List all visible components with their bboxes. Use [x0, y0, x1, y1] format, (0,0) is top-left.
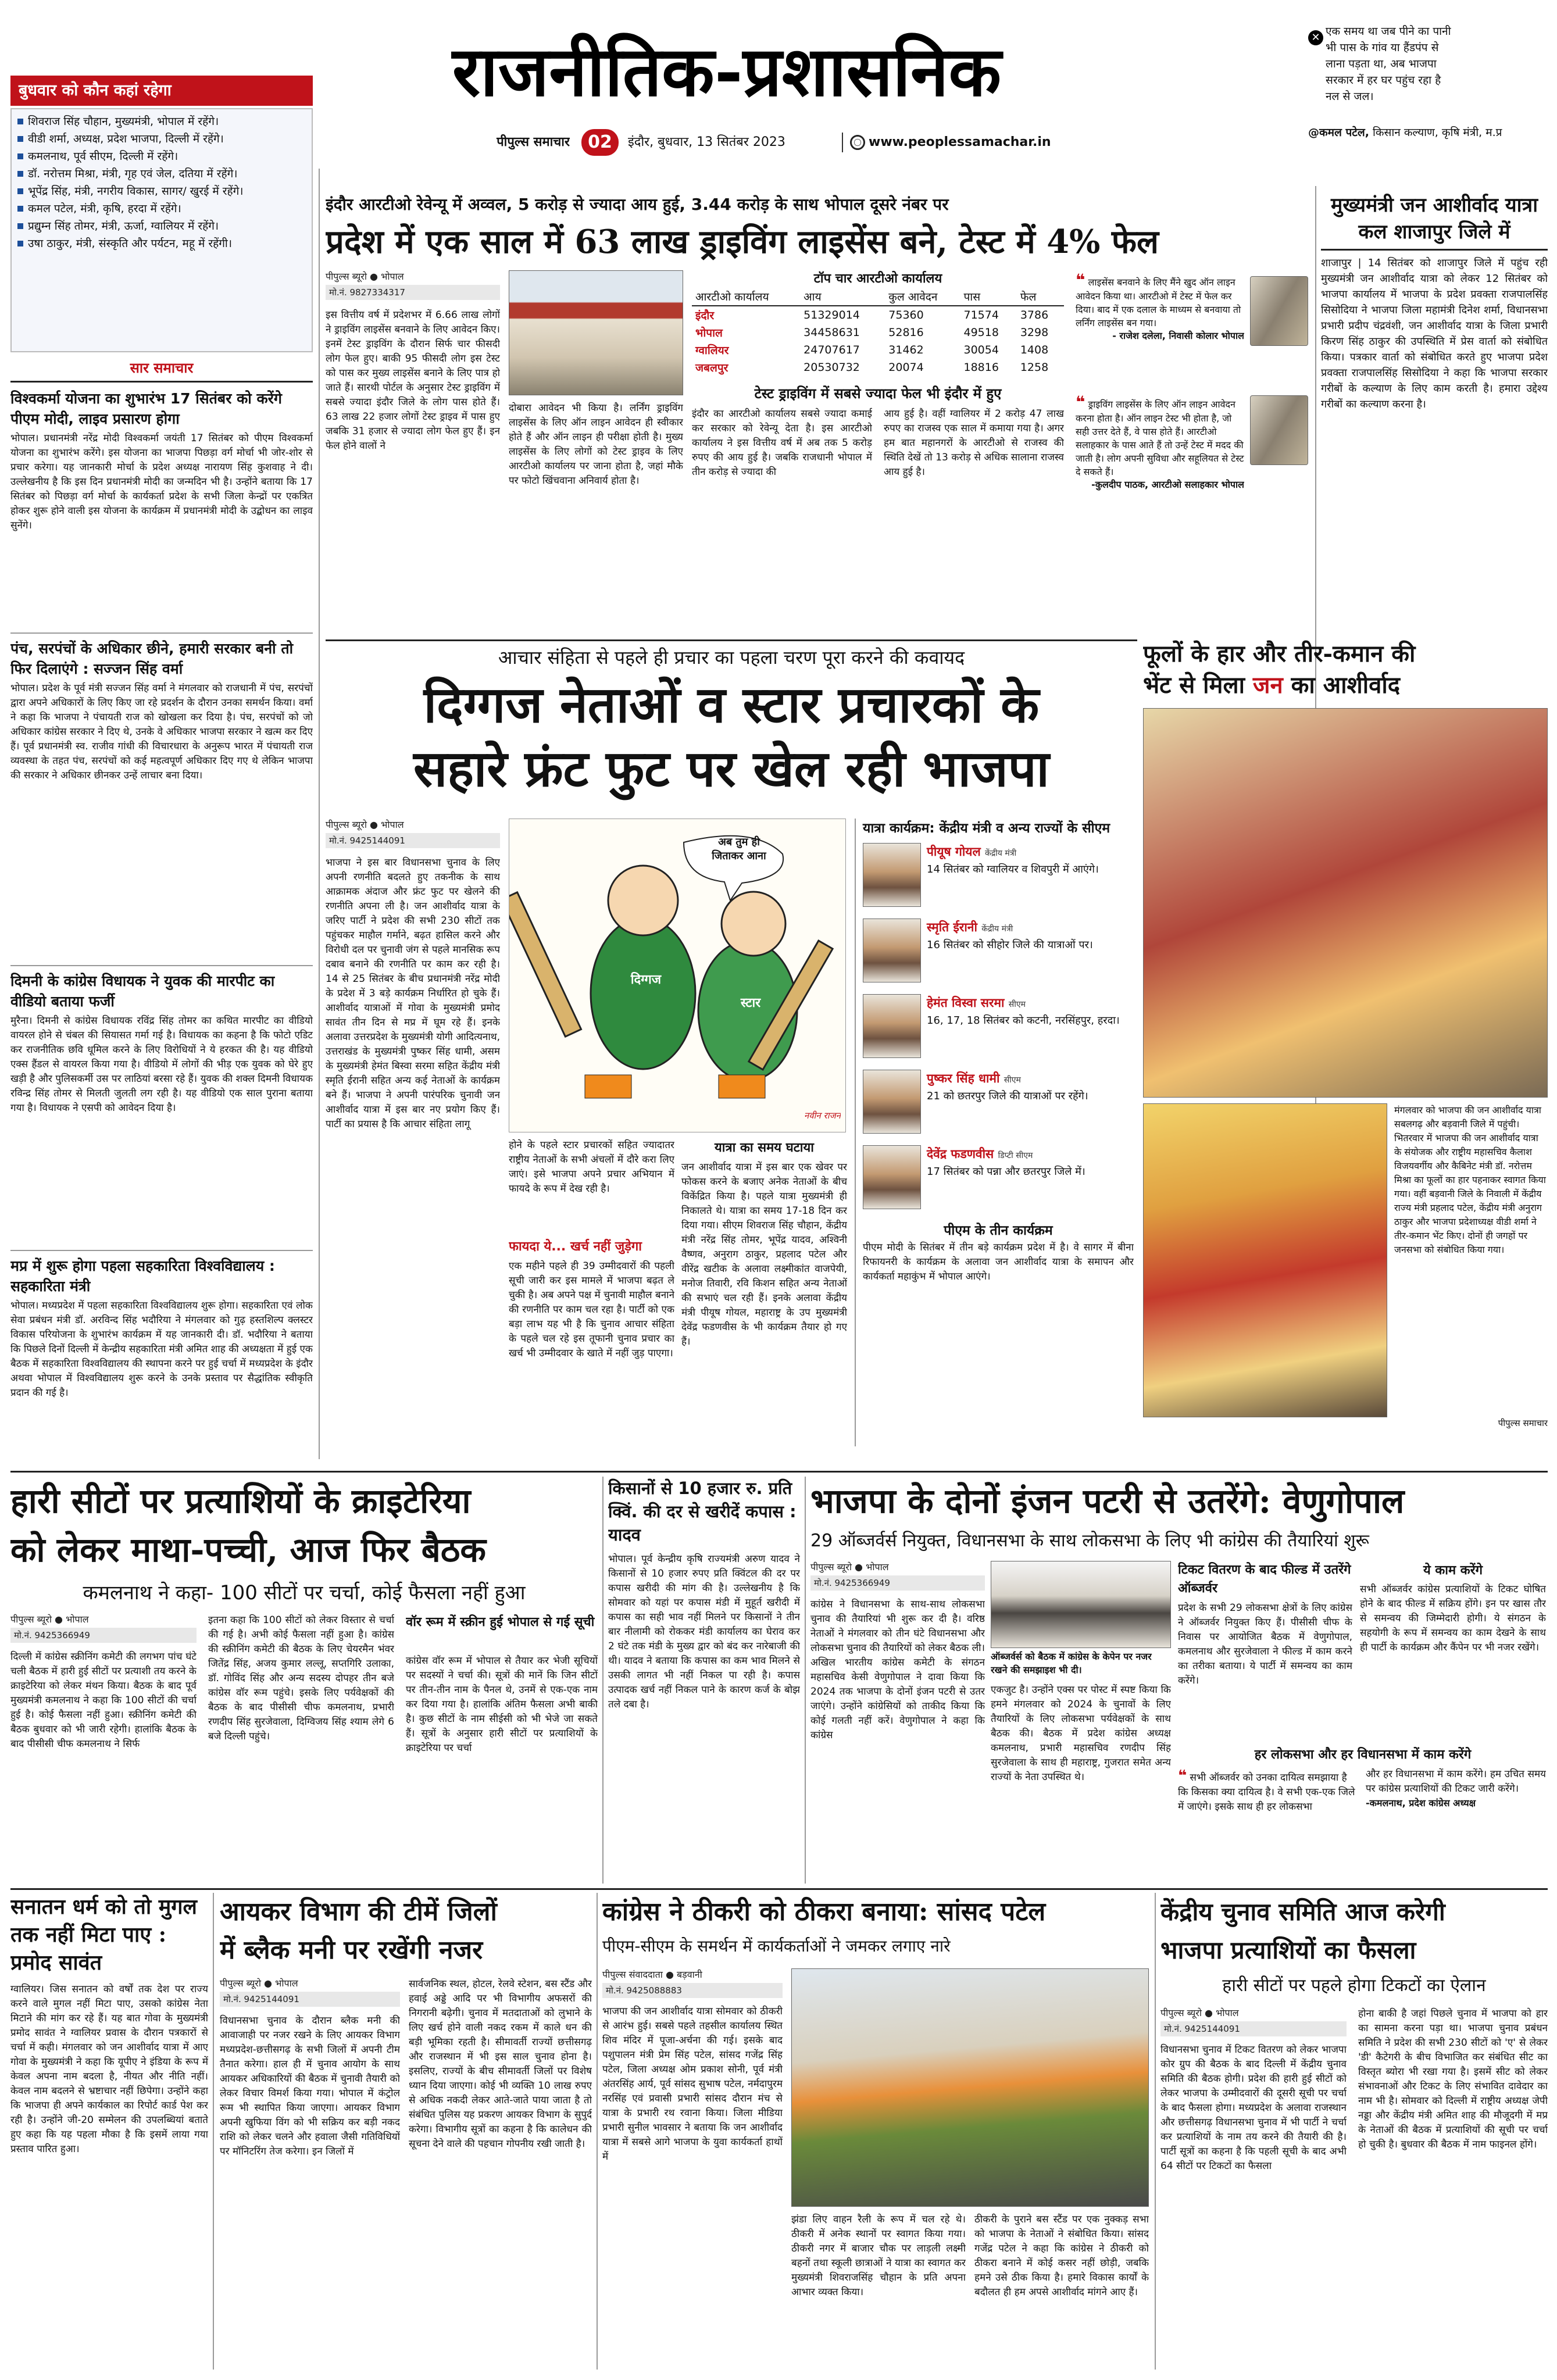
jan-photo-feature [1143, 638, 1548, 1441]
table-cell: 49518 [963, 326, 999, 339]
person-name: देवेंद्र फडणवीस डिप्टी सीएम [927, 1147, 1033, 1161]
table-cell: इंदौर [695, 309, 715, 322]
tax-headline-1: आयकर विभाग की टीमें जिलों [220, 1897, 497, 1927]
bjp-sub2: फायदा ये... खर्च नहीं जुड़ेगा [509, 1239, 642, 1254]
table-cell: भोपाल [695, 327, 723, 340]
byline-mobile: मो.नं. 9425088883 [602, 1983, 783, 1998]
venu-photo-caption: ऑब्जर्वर्स को बैठक में कांग्रेस के केपेन पर नजर रखने की समझाइश भी दी। [991, 1651, 1152, 1675]
bullet-icon [17, 136, 23, 142]
thikri-col2: झंडा लिए वाहन रैली के रूप में चल रहे थे। ठीकरी में अनेक स्थानों पर स्वागत किया गया। ठीकरी नगर में बाजार चौक पर लाड़ली लक्ष्मी बहनों तथा स्कूली छात्राओं ने यात्रा का स्वागत कर मुख्यमंत्री शिवराजसिंह चौहान के प्रति अपना आभार व्यक्त किया। [791, 2214, 966, 2298]
brief-dimni [10, 965, 313, 1244]
where-item-text: भूपेंद्र सिंह, मंत्री, नगरीय विकास, सागर/ खुरई में रहेंगे। [28, 185, 244, 198]
congress-headline-2: को लेकर माथा-पच्ची, आज फिर बैठक [10, 1530, 486, 1570]
table-header: आय [804, 291, 822, 303]
byline-text: पीपुल्स ब्यूरो ● भोपाल [326, 271, 404, 282]
jan-caption: मंगलवार को भाजपा की जन आशीर्वाद यात्रा सबलगढ़ और बड़वानी जिले में पहुंची। भितरवार में भाजपा की जन आशीर्वाद यात्रा के संयोजक और राष्ट्रीय महासचिव कैलाश विजयवर्गीय और कैबिनेट मंत्री डॉ. नरोत्तम मिश्रा का फूलों का हार पहनाकर स्वागत किया गया। वहीं बड़वानी जिले के निवाली में केंद्रीय राज्य मंत्री प्रहलाद पटेल, केंद्रीय मंत्री अनुराग ठाकुर और भाजपा प्रदेशाध्यक्ष वीडी शर्मा ने तीर-कमान भेंट किए। दोनों ही जगहों पर जनसभा को संबोधित किया गया। [1394, 1105, 1546, 1255]
venu-col1: कांग्रेस ने विधानसभा के साथ-साथ लोकसभा चुनाव की तैयारियां भी शुरू कर दी है। वरिष्ठ नेताओं ने मंगलवार को तीन घंटे विधानसभा और लोकसभा चुनाव की तैयारियों को लेकर बैठक ली। अखिल भारतीय कांग्रेस कमेटी के संगठन महासचिव केसी वेणुगोपाल ने दावा किया कि 2024 तक भाजपा के दोनों इंजन पटरी से उतर जाएंगे। उन्होंने कांग्रेसियों को ताकीद किया कि कोई गलती नहीं करें। वेणुगोपाल ने कहा कि कांग्रेस [810, 1599, 985, 1741]
bjp-headline-2: सहारे फ्रंट फुट पर खेल रही भाजपा [413, 739, 1049, 798]
thikri-col3: ठीकरी के पुराने बस स्टैंड पर एक नुक्कड़ सभा को भाजपा के नेताओं ने संबोधित किया। सांसद गजेंद्र पटेल ने कहा कि कांग्रेस ने ठीकरी को ठीकरा बनाने में कोई कसर नहीं छोड़ी, जबकि हमने उसे ठीक किया है। हमारे विकास कार्यों के बदौलत ही हम अपसे आशीर्वाद मांगने आए हैं। [974, 2214, 1149, 2298]
cartoon-label-1: दिग्गज [630, 973, 662, 987]
person-card [863, 1070, 1134, 1138]
thikri-byline [602, 1968, 783, 2000]
where-item-text: प्रद्युम्न सिंह तोमर, मंत्री, ऊर्जा, ग्वालियर में रहेंगे। [28, 220, 219, 233]
table-cell: 75360 [888, 309, 924, 321]
section-rule [10, 1888, 1548, 1890]
quote-text: सभी ऑब्जर्वर को उनका दायित्व समझाया है कि किसका क्या दायित्व है। वे सभी एक-एक जिले में जाएंगे। इसके साथ ही हर लोकसभा [1178, 1772, 1355, 1813]
saar-title: सार समाचार [10, 353, 313, 383]
where-item [16, 130, 307, 148]
rally-photo-1 [1143, 708, 1548, 1098]
person-name: पुष्कर सिंह धामी सीएम [927, 1071, 1021, 1085]
person-card [863, 919, 1134, 987]
quote-text: और हर विधानसभा में काम करेंगे। हम उचित समय पर कांग्रेस प्रत्याशियों की टिकट जारी करेंगे। [1366, 1768, 1546, 1795]
section-rule [10, 1471, 1548, 1473]
person-schedule: 14 सितंबर को ग्वालियर व शिवपुरी में आएंगे। [927, 863, 1099, 875]
quote-mark-icon: ❝ [1178, 1767, 1187, 1785]
person-name: स्मृति ईरानी केंद्रीय मंत्री [927, 920, 1013, 934]
venu-headline: भाजपा के दोनों इंजन पटरी से उतरेंगे: वेणुगोपाल [810, 1481, 1405, 1521]
title-highlight: जन [1252, 671, 1283, 699]
divider [597, 1893, 598, 2370]
byline-mobile: मो.नं. 9425144091 [220, 1992, 400, 2007]
where-item [16, 217, 307, 235]
cartoon-bubble-text: अब तुम ही जिताकर आना [712, 836, 766, 862]
byline-mobile: मो.नं. 9827334317 [326, 285, 500, 300]
brief-vishwakarma [10, 388, 313, 627]
rto-table-box [692, 270, 1064, 378]
venu-col5 [1178, 1767, 1358, 1881]
people-list [863, 843, 1134, 1214]
quote1-photo [1250, 276, 1308, 346]
table-cell: जबलपुर [695, 362, 728, 374]
person-schedule: 16 सितंबर को सीहोर जिले की यात्राओं पर। [927, 939, 1093, 951]
table-header: कुल आवेदन [888, 291, 938, 303]
sidebar-divider [319, 169, 320, 1459]
congress-byline [10, 1613, 197, 1645]
where-item-text: कमलनाथ, पूर्व सीएम, दिल्ली में रहेंगे। [28, 150, 178, 163]
congress-headline-1: हारी सीटों पर प्रत्याशियों के क्राइटेरिया [10, 1481, 471, 1521]
byline-text: पीपुल्स संवाददाता ● बड़वानी [602, 1969, 702, 1980]
bullet-icon [17, 119, 23, 124]
table-row [692, 306, 1064, 324]
quote-by: - राजेश दलेला, निवासी कोलार भोपाल [1112, 330, 1244, 341]
person-info [927, 843, 1134, 912]
where-item [16, 200, 307, 217]
author-handle: @कमल पटेल, [1308, 126, 1369, 139]
venu-deck: 29 ऑब्जर्वर्स नियुक्त, विधानसभा के साथ लोकसभा के लिए भी कांग्रेस की तैयारियां शुरू [810, 1531, 1369, 1551]
brief-title: दिमनी के कांग्रेस विधायक ने युवक की मारपीट का वीडियो बताया फर्जी [10, 973, 275, 1010]
where-item-text: कमल पटेल, मंत्री, कृषि, हरदा में रहेंगे। [28, 202, 181, 215]
thikri-deck: पीएम-सीएम के समर्थन में कार्यकर्ताओं ने जमकर लगाए नारे [602, 1936, 951, 1956]
table-row [692, 359, 1064, 376]
table-cell: 3298 [1020, 326, 1049, 339]
cartoon [509, 819, 846, 1132]
where-item [16, 113, 307, 130]
where-item-text: शिवराज सिंह चौहान, मुख्यमंत्री, भोपाल में रहेंगे। [28, 115, 219, 128]
table-cell: 52816 [888, 326, 924, 339]
table-cell: 34458631 [804, 326, 860, 339]
where-title: बुधवार को कौन कहां रहेगा [10, 76, 313, 106]
cec-headline-1: केंद्रीय चुनाव समिति आज करेगी [1160, 1897, 1445, 1926]
brief-title: विश्वकर्मा योजना का शुभारंभ 17 सितंबर को करेंगे पीएम मोदी, लाइव प्रसारण होगा [10, 390, 282, 427]
sidebar [10, 76, 313, 1465]
person-role: डिप्टी सीएम [998, 1151, 1033, 1160]
thikri-headline: कांग्रेस ने ठीकरी को ठीकरा बनाया: सांसद पटेल [602, 1897, 1046, 1927]
thikri-story [602, 1893, 1149, 2370]
bullet-icon [17, 223, 23, 229]
person-photo [863, 994, 921, 1058]
person-role: सीएम [1004, 1075, 1021, 1085]
rto-office-photo [509, 270, 683, 395]
photo-title-line1: फूलों के हार और तीर-कमान की [1143, 640, 1416, 667]
divider [602, 1477, 603, 1884]
sanatan-story [10, 1893, 208, 2370]
table-cell: ग्वालियर [695, 344, 729, 357]
bjp-kicker: आचार संहिता से पहले ही प्रचार का पहला चरण पूरा करने की कवायद [498, 646, 965, 669]
rto-quote1 [1076, 270, 1244, 387]
divider [213, 1893, 214, 2370]
where-list [10, 108, 313, 352]
author-designation: किसान कल्याण, कृषि मंत्री, म.प्र [1372, 126, 1502, 139]
rto-col2: दोबारा आवेदन भी किया है। लर्निंग ड्राइविंग लाइसेंस के लिए ऑन लाइन आवेदन ही स्वीकार होते हैं और ऑन लाइन ही परीक्षा होती है। मुख्य लाइसेंस के लिए लोगों को टेस्ट ड्राइव के लिए आरटीओ कार्यालय पर जाना होता है, जहां मौके पर फोटो खिंचवाना अनिवार्य होता है। [509, 402, 683, 487]
cec-headline-2: भाजपा प्रत्याशियों का फैसला [1160, 1936, 1416, 1964]
person-info [927, 994, 1134, 1063]
tax-headline-2: में ब्लैक मनी पर रखेंगी नजर [220, 1935, 483, 1965]
rto-table [692, 288, 1064, 376]
rto-quote2 [1076, 392, 1244, 514]
tweet-author [1308, 125, 1547, 171]
quote-mark-icon: ❝ [1076, 392, 1085, 412]
table-row [692, 341, 1064, 359]
section-rule [326, 639, 1137, 641]
cec-byline [1160, 2007, 1347, 2038]
rto-col3: इंदौर का आरटीओ कार्यालय सबसे ज्यादा कमाई कर सरकार को रेवेन्यू देता है। इस आरटीओ कार्यालय ने इस वित्तीय वर्ष में अब तक 5 करोड़ रुपए की आय हुई है। जबकि राजधानी भोपाल में तीन करोड़ से ज्यादा की [692, 408, 872, 478]
rto-subhead: टेस्ट ड्राइविंग में सबसे ज्यादा फेल भी इंदौर में हुए [754, 385, 1002, 402]
brief-title: पंच, सरपंचों के अधिकार छीने, हमारी सरकार बनी तो फिर दिलाएंगे : सज्जन सिंह वर्मा [10, 640, 294, 677]
brief-body: भोपाल। मध्यप्रदेश में पहला सहकारिता विश्वविद्यालय शुरू होगा। सहकारिता एवं लोक सेवा प्रबंधन मंत्री डॉ. अरविन्द सिंह भदौरिया ने मंगलवार को गुढ़ हस्तशिल्प क्लस्टर विकास परियोजना के शुभारंभ कार्यक्रम में यह जानकारी दी। डॉ. भदौरिया ने बताया कि पिछले दिनों दिल्ली में केन्द्रीय सहकारिता मंत्री अमित शाह की अध्यक्षता में हुई एक बैठक में सहकारिता विश्वविद्यालय की स्थापना करने पर हुई चर्चा में मध्यप्रदेश के इंदौर अथवा भोपाल में विश्वविद्यालय शुरू करने के उनके प्रस्ताव पर सैद्धांतिक स्वीकृति प्रदान की गई है। [10, 1300, 313, 1399]
table-row [692, 324, 1064, 341]
sanatan-headline: सनातन धर्म को तो मुगल तक नहीं मिटा पाए : प्रमोद सावंत [10, 1895, 197, 1975]
yatra-box [855, 819, 1134, 1446]
bjp-col2: होने के पहले स्टार प्रचारकों सहित ज्यादातर राष्ट्रीय नेताओं के सभी अंचलों में दौरे करा लिए जाएं। इसे भाजपा अपने प्रचार अभियान में फायदे के रूप में देख रही है। [509, 1139, 674, 1195]
table-cell: 18816 [963, 361, 999, 374]
quote-by: -कुलदीप पाठक, आरटीओ सलाहकार भोपाल [1091, 479, 1244, 490]
yatra-title: यात्रा कार्यक्रम: केंद्रीय मंत्री व अन्य राज्यों के सीएम [863, 821, 1110, 836]
where-item [16, 183, 307, 200]
person-card [863, 843, 1134, 912]
byline-text: पीपुल्स ब्यूरो ● भोपाल [1160, 2007, 1239, 2018]
quote-by: -कमलनाथ, प्रदेश कांग्रेस अध्यक्ष [1366, 1797, 1476, 1809]
divider [1155, 1893, 1156, 2370]
byline-text: पीपुल्स ब्यूरो ● भोपाल [810, 1561, 889, 1573]
pm-title: पीएम के तीन कार्यक्रम [944, 1223, 1053, 1238]
byline-text: पीपुल्स ब्यूरो ● भोपाल [10, 1614, 89, 1625]
cec-deck: हारी सीटों पर पहले होगा टिकटों का ऐलान [1222, 1975, 1486, 1996]
masthead-title: राजनीतिक-प्रशासनिक [452, 31, 1002, 112]
venu-sub1: टिकट वितरण के बाद फील्ड में उतरेंगे ऑब्जर्वर [1178, 1563, 1351, 1596]
venu-story [810, 1477, 1548, 1884]
where-item [16, 148, 307, 165]
bjp-col1: भाजपा ने इस बार विधानसभा चुनाव के लिए अपनी रणनीति बदलते हुए तकनीक के साथ आक्रामक अंदाज और फ्रंट फुट पर खेलने की रणनीति अपना ली है। जन आशीर्वाद यात्रा के जरिए पार्टी ने प्रदेश की सभी 230 सीटों तक पहुंचकर माहौल गर्माने, बढ़त हासिल करने और विरोधी दल पर चुनावी जंग से पहले मानसिक रूप दबाव बनाने की रणनीति पर काम कर रही है। 14 से 25 सितंबर के बीच प्रधानमंत्री नरेंद्र मोदी के प्रदेश में 3 बड़े कार्यक्रम निर्धारित हो चुके हैं। आशीर्वाद यात्राओं में गोवा के मुख्यमंत्री प्रमोद सावंत तीन दिन से मप्र में घूम रहे हैं। इनके अलावा उत्तरप्रदेश के मुख्यमंत्री योगी आदित्यनाथ, उत्तराखंड के मुख्यमंत्री पुष्कर सिंह धामी, असम के मुख्यमंत्री हेमंत बिस्वा सरमा सहित केंद्रीय मंत्री स्मृति ईरानी सहित अन्य कई नेताओं के कार्यक्रम बने हैं। भाजपा ने अपनी पारंपरिक चुनावी जन आशीर्वाद यात्रा में इस बार नए प्रयोग किए हैं। पार्टी का प्रयास है कि आचार संहिता लागू [326, 857, 500, 1130]
byline-mobile: मो.नं. 9425144091 [1160, 2021, 1347, 2036]
rally-photo-2 [1143, 1103, 1387, 1417]
person-name: हेमंत विस्वा सरमा सीएम [927, 996, 1026, 1010]
venu-sub2: ये काम करेंगे [1423, 1563, 1483, 1578]
tax-byline [220, 1977, 400, 2009]
table-title: टॉप चार आरटीओ कार्यालय [813, 271, 942, 286]
person-role: केंद्रीय मंत्री [985, 849, 1017, 858]
congress-col2: इतना कहा कि 100 सीटों को लेकर विस्तार से चर्चा की गई है। अभी कोई फैसला नहीं हुआ है। कांग्रेस की स्क्रीनिंग कमेटी की बैठक के लिए चेयरमैन भंवर जितेंद्र सिंह, अजय कुमार लल्लू, सप्तगिरि उलाका, डॉ. गोविंद सिंह और अन्य सदस्य दोपहर तीन बजे कांग्रेस वॉर रूम पहुंचे। इसके लिए पर्यवेक्षकों की बैठक के बाद पीसीसी चीफ कमलनाथ, प्रभारी रणदीप सिंह सुरजेवाला, दिग्विजय सिंह श्याम लेगे 6 बजे दिल्ली पहुंचे। [208, 1614, 394, 1742]
congress-sub: वॉर रूम में स्क्रीन हुई भोपाल से गई सूची [406, 1615, 595, 1629]
table-header: आरटीओ कार्यालय [695, 291, 769, 303]
congress-deck: कमलनाथ ने कहा- 100 सीटों पर चर्चा, कोई फैसला नहीं हुआ [83, 1581, 526, 1604]
cotton-headline: किसानों से 10 हजार रु. प्रति क्विं. की दर से खरीदें कपास : यादव [608, 1478, 797, 1545]
cartoon-signature: नवीन राजन [804, 1110, 841, 1121]
table-cell: 20074 [888, 361, 924, 374]
congress-col1: दिल्ली में कांग्रेस स्क्रीनिंग कमेटी की लगभग पांच घंटे चली बैठक में हारी हुई सीटों पर प्रत्याशी तय करने के क्राइटेरिया को लेकर मंथन किया। बैठक के बाद पूर्व मुख्यमंत्री कमलनाथ ने कहा कि 100 सीटों की चर्चा हुई है। कोई फैसला नहीं हुआ। स्क्रीनिंग कमेटी की बैठक बुधवार को भी जारी रहेगी। हालांकि बैठक के बाद पीसीसी चीफ कमलनाथ ने सिर्फ [10, 1651, 197, 1750]
tweet-box [1302, 23, 1547, 174]
bjp-col3: जन आशीर्वाद यात्रा में इस बार एक खेवर पर फोकस करने के बजाए अनेक नेताओं के बीच विकेंद्रित किया है। पहले यात्रा मुख्यमंत्री ही निकालते थे। यात्रा का समय 17-18 दिन कर दिया गया। सीएम शिवराज सिंह चौहान, केंद्रीय मंत्री नरेंद्र सिंह तोमर, भूपेंद्र यादव, अश्विनी वैष्णव, अनुराग ठाकुर, प्रहलाद पटेल और वीरेंद्र खटीक के अलावा लक्ष्मीकांत वाजपेयी, मनोज तिवारी, रवि किशन सहित अन्य नेताओं की सभाएं चल रही हैं। इनके अलावा केंद्रीय मंत्री पीयूष गोयल, महाराष्ट्र के उप मुख्यमंत्री देवेंद्र फडणवीस के भी कार्यक्रम तैयार हो गए हैं। [681, 1162, 847, 1348]
table-cell: 3786 [1020, 309, 1049, 321]
venu-col2: एकजुट है। उन्होंने एक्स पर पोस्ट में स्पष्ट किया कि हमने मंगलवार को 2024 के चुनावों के लिए तैयारियों के लिए लोकसभा पर्यवेक्षकों के साथ बैठक की। बैठक में प्रदेश कांग्रेस अध्यक्ष कमलनाथ, प्रभारी महासचिव रणदीप सिंह सुरजेवाला के साथ ही महाराष्ट्र, गुजरात समेत अन्य राज्यों के नेता उपस्थित थे। [991, 1684, 1171, 1783]
table-cell: 24707617 [804, 344, 860, 356]
jan-headline: मुख्यमंत्री जन आशीर्वाद यात्रा कल शाजापुर जिले में [1321, 192, 1548, 251]
byline-mobile: मो.नं. 9425366949 [810, 1575, 985, 1591]
website-link[interactable]: www.peoplessamachar.in [869, 135, 1051, 149]
dateline: इंदौर, बुधवार, 13 सितंबर 2023 [628, 133, 843, 152]
brief-title: मप्र में शुरू होगा पहला सहकारिता विश्वविद्यालय : सहकारिता मंत्री [10, 1257, 275, 1295]
brief-body: मुरैना। दिमनी से कांग्रेस विधायक रविंद्र सिंह तोमर का कथित मारपीट का वीडियो वायरल होने से चंबल की सियासत गर्मा गई है। विधायक का कहना है कि फोटो एडिट कर राजनीतिक छवि धूमिल करने के लिए विरोधियों ने ये हरकत की है। यह वीडियो एक्स हैंडल से वायरल किया गया है। वीडियो में लोगों की भीड़ एक युवक को घेरे हुए खड़ी है और पुलिसकर्मी उस पर लाठियां बरसा रहे हैं। युवक की शक्ल दिमनी विधायक रविन्द्र सिंह तोमर से मिलती जुलती लग रही है। यह वीडियो एक साल पुराना बताया गया है। विधायक ने एसपी को आवेदन दिया है। [10, 1015, 313, 1114]
person-name: पीयूष गोयल केंद्रीय मंत्री [927, 845, 1017, 859]
congress-col3: कांग्रेस वॉर रूम में भोपाल से तैयार कर भेजी सूचियों पर सदस्यों ने चर्चा की। सूत्रों की मानें कि जिन सीटों पर तीन-तीन नाम के पैनल थे, उनमें से एक-एक नाम कर दिया गया है। हालांकि अंतिम फैसला अभी बाकी है। कुछ सीटों के नाम सीईसी को भी भेजे जा सकते हैं। सूत्रों के अनुसार हारी सीटों पर प्रत्याशियों के क्राइटेरिया पर चर्चा [406, 1655, 598, 1754]
thikri-col1: भाजपा की जन आशीर्वाद यात्रा सोमवार को ठीकरी से आरंभ हुई। सबसे पहले तहसील कार्यालय स्थित शिव मंदिर में पूजा-अर्चना की गई। इसके बाद पशुपालन मंत्री प्रेम सिंह पटेल, सांसद गजेंद्र सिंह पटेल, जिला अध्यक्ष ओम प्रकाश सोनी, पूर्व मंत्री अंतरसिंह आर्य, पूर्व सांसद सुभाष पटेल, नर्मदापुरम नरसिंह एवं प्रवासी प्रभारी सांसद दौरान मंच से यात्रा के प्रभारी रथ रवाना किया। जिला मीडिया प्रभारी सुनील भावसार ने बताया कि जन आशीर्वाद यात्रा में सबसे आगे भाजपा के युवा कार्यकर्ता हाथों में [602, 2006, 783, 2163]
jan-body: शाजापुर | 14 सितंबर को शाजापुर जिले में पहुंच रही मुख्यमंत्री जन आशीर्वाद यात्रा को लेकर 12 सितंबर को भाजपा कार्यालय में भाजपा के प्रदेश प्रवक्ता राजपालसिंह सिसोदिया ने भाजपा जिला महामंत्री दिनेश शर्मा, विधानसभा प्रभारी प्रदीप चंद्रवंशी, जन आशीर्वाद यात्रा के जिला प्रभारी किरण सिंह ठाकुर की उपस्थिति में प्रेस वार्ता को संबोधित किया। पत्रकार वार्ता को संबोधित करते हुए भाजपा प्रदेश प्रवक्ता राजपालसिंह सिसोदिया ने कहा कि भाजपा सरकार गरीबों के कल्याण के लिए काम करती है। हमारा उद्देश्य गरीबों का कल्याण करना है। [1321, 257, 1548, 410]
quote-mark-icon: ❝ [1076, 270, 1085, 290]
brief-sarpanch [10, 632, 313, 958]
jan-story [1321, 192, 1548, 517]
table-cell: 1258 [1020, 361, 1049, 374]
divider [805, 1477, 806, 1884]
brief-body: भोपाल। प्रदेश के पूर्व मंत्री सज्जन सिंह वर्मा ने मंगलवार को राजधानी में पंच, सरपंचों द्वारा अपने अधिकारों के लिए किए जा रहे प्रदर्शन के दौरान उनका समर्थन किया। वर्मा ने कहा कि भाजपा ने पंचायती राज को खोखला कर दिया है। पंच, सरपंचों को जो अधिकार कांग्रेस सरकार ने दिए थे, उनके वे अधिकार भाजपा सरकार ने खत्म कर दिए हैं। पूर्व प्रधानमंत्री स्व. राजीव गांधी की विचारधारा के अनुरूप भारत में पंचायती राज व्यवस्था के तहत पंच, सरपंचों को कई महत्वपूर्ण अधिकार दिए गए थे लेकिन भाजपा की सरकार ने अधिकार छीनकर उन्हें लाचार बना दिया। [10, 682, 313, 781]
procession-photo [791, 1968, 1149, 2207]
rto-byline [326, 270, 500, 302]
rto-col4: आय हुई है। वहीं ग्वालियर में 2 करोड़ 47 लाख रुपए का राजस्व एक साल में कमाया गया है। अगर हम बात महानगरों के आरटीओ से राजस्व की स्थिति देखें तो 13 करोड़ से अधिक सालाना राजस्व आय हुई है। [884, 408, 1064, 478]
bullet-icon [17, 171, 23, 177]
bjp-story [326, 644, 1137, 1458]
pm-body: पीएम मोदी के सितंबर में तीन बड़े कार्यक्रम प्रदेश में है। वे सागर में बीना रिफायनरी के कार्यक्रम के अलावा जन आशीर्वाद यात्रा के समापन और कार्यकर्ता महाकुंभ में भोपाल आएंगे। [863, 1242, 1134, 1282]
tweet-text: एक समय था जब पीने का पानी भी पास के गांव या हैंडपंप से लाना पड़ता था, अब भाजपा सरकार में हर घर पहुंच रहा है नल से जल। [1326, 25, 1451, 103]
person-schedule: 21 को छतरपुर जिले की यात्राओं पर रहेंगे। [927, 1090, 1088, 1102]
rto-headline: प्रदेश में एक साल में 63 लाख ड्राइविंग लाइसेंस बने, टेस्ट में 4% फेल [326, 223, 1159, 261]
cotton-story [608, 1477, 800, 1884]
page-number: 02 [581, 129, 619, 156]
globe-icon [850, 135, 865, 150]
rto-col1: इस वित्तीय वर्ष में प्रदेशभर में 6.66 लाख लोगों ने ड्राइविंग लाइसेंस बनवाने के लिए आवेदन किए। इनमें टेस्ट ड्राइविंग के दौरान सिर्फ चार फीसदी लोग फेल हुए। बाकी 95 फीसदी लोग इस टेस्ट को पास कर मुख्य लाइसेंस बनाने के लिए पात्र हो जाते हैं। सारथी पोर्टल के अनुसार टेस्ट ड्राइविंग में सबसे ज्यादा इंदौर जिले के लोग पास होते हैं। 63 लाख 22 हजार लोगों टेस्ट ड्राइव में पास हुए जबकि 31 हजार से ज्यादा लोग फेल हुए हैं। इन फेल होने वालों ने [326, 309, 500, 452]
photo-credit: पीपुल्स समाचार [1498, 1418, 1548, 1428]
person-photo [863, 919, 921, 982]
cotton-body: भोपाल। पूर्व केन्द्रीय कृषि राज्यमंत्री अरुण यादव ने किसानों से 10 हजार रुपए प्रति क्विंटल की दर पर कपास खरीदी की मांग की है। उल्लेखनीय है कि सोमवार को यहां पर कपास मंडी में मुहूर्त खरीदी में कपास का सही भाव नहीं मिलने पर किसानों ने तीन बार नीलामी को रोककर मंडी कार्यालय का घेराव कर 2 घंटे तक मंडी के मुख्य द्वार को बंद कर नारेबाजी की थी। यादव ने बताया कि कपास का कम भाव मिलने से उसकी लागत भी नहीं निकल पा रही है। कपास उत्पादक खर्च नहीं निकल पाने के कारण कर्ज के बोझ तले दबा है। [608, 1553, 800, 1710]
byline-text: पीपुल्स ब्यूरो ● भोपाल [326, 819, 404, 830]
quote-text: ड्राइविंग लाइसेंस के लिए ऑन लाइन आवेदन करना होता है। ऑन लाइन टेस्ट भी होता है, जो सही उत्तर देते हैं, वे पास होते हैं। आरटीओ सलाहकार के पास आते हैं तो उन्हें टेस्ट में मदद की जाती है। लोग अपनी सुविधा और सहूलियत से टेस्ट दे सकते हैं। [1076, 399, 1244, 477]
venu-byline [810, 1561, 985, 1592]
table-cell: 51329014 [804, 309, 860, 321]
where-item-text: उषा ठाकुर, मंत्री, संस्कृति और पर्यटन, महू में रहेंगी। [28, 237, 233, 250]
bullet-icon [17, 188, 23, 194]
person-card [863, 1145, 1134, 1214]
person-role: सीएम [1008, 1000, 1026, 1009]
person-schedule: 16, 17, 18 सितंबर को कटनी, नरसिंहपुर, हरदा। [927, 1014, 1120, 1027]
byline-mobile: मो.नं. 9425144091 [326, 833, 500, 848]
bjp-headline-1: दिग्गज नेताओं व स्टार प्रचारकों के [423, 676, 1040, 734]
byline-mobile: मो.नं. 9425366949 [10, 1628, 197, 1643]
table-cell: 71574 [963, 309, 999, 321]
brief-university [10, 1250, 313, 1465]
title-part: भेंट से मिला [1143, 671, 1253, 699]
tax-col1: विधानसभा चुनाव के दौरान ब्लैक मनी की आवाजाही पर नजर रखने के लिए आयकर विभाग मध्यप्रदेश-छत्तीसगढ़ के सभी जिलों में अपनी टीम तैनात करेगा। हाल ही में चुनाव आयोग के साथ आयकर अधिकारियों की बैठक में चुनावी तैयारी को लेकर विचार विमर्श किया गया। भोपाल में कंट्रोल रूम भी स्थापित किया जाएगा। आयकर विभाग अपनी खुफिया विंग को भी सक्रिय कर बड़ी नकद राशि को लेकर चलने और हवाला जैसी गतिविधियों पर मॉनिटरिंग तेज करेगा। इन जिलों में [220, 2015, 400, 2157]
venu-sub3: हर लोकसभा और हर विधानसभा में काम करेंगे [1254, 1748, 1472, 1762]
cec-col2: होना बाकी है जहां पिछले चुनाव में भाजपा को हार का सामना करना पड़ा था। भाजपा चुनाव प्रबंधन समिति ने प्रदेश की सभी 230 सीटों को 'ए' से लेकर 'डी' कैटेगरी के बीच विभाजित कर संबंधित सीट का विस्तृत ब्योरा भी रखा गया है। इसमें सीट को लेकर संभावनाओं और टिकट के लिए संभावित दावेदार का नाम भी है। सोमवार को दिल्ली में राष्ट्रीय अध्यक्ष जेपी नड्डा और केंद्रीय मंत्री अमित शाह की मौजूदगी में मप्र के नेताओं की बैठक में प्रत्याशियों की सूची पर चर्चा हो चुकी है। बुधवार की बैठक में नाम फाइनल होंगे। [1358, 2008, 1548, 2150]
person-role: केंद्रीय मंत्री [981, 924, 1013, 934]
bjp-byline [326, 819, 500, 850]
cec-col1: विधानसभा चुनाव में टिकट वितरण को लेकर भाजपा कोर ग्रुप की बैठक के बाद दिल्ली में केंद्रीय चुनाव समिति की बैठक होगी। प्रदेश की हारी हुई सीटों को लेकर भाजपा के उम्मीदवारों की दूसरी सूची पर चर्चा के बाद फैसला होगा। मध्यप्रदेश के अलावा राजस्थान और छत्तीसगढ़ विधानसभा चुनाव में भी पार्टी ने चर्चा कर प्रत्याशियों के नाम तय करने की तैयारी की है। पार्टी सूत्रों का कहना है कि पहली सूची के बाद अभी 64 सीटों पर टिकटों का फैसला [1160, 2044, 1347, 2172]
sanatan-body: ग्वालियर। जिस सनातन को वर्षों तक देश पर राज्य करने वाले मुगल नहीं मिटा पाए, उसको कांग्रेस नेता मिटाने की मांग कर रहे हैं। यह बात गोवा के मुख्यमंत्री प्रमोद सावंत ने ग्वालियर प्रवास के दौरान पत्रकारों से चर्चा में कही। मंगलवार को जन आशीर्वाद यात्रा में आए गोवा के मुख्यमंत्री ने कहा कि यूपीए ने इंडिया के रूप में केवल अपना नाम बदला है, नीयत और नीति नहीं। केवल नाम बदलने से भ्रष्टाचार नहीं छिपेगा। उन्होंने कहा कि भाजपा ही अपने कार्यकाल का रिपोर्ट कार्ड पेश कर रही है। उन्होंने जी-20 सम्मेलन की उपलब्धियां बताते हुए कहा कि यह पहला मौका है कि इसमें लाया गया प्रस्ताव पारित हुआ। [10, 1984, 208, 2155]
cec-story [1160, 1893, 1548, 2370]
bullet-icon [17, 153, 23, 159]
where-item-text: वीडी शर्मा, अध्यक्ष, प्रदेश भाजपा, दिल्ली में रहेंगे। [28, 133, 224, 145]
meeting-photo [991, 1561, 1171, 1648]
quote-text: लाइसेंस बनवाने के लिए मैंने खुद ऑन लाइन आवेदन किया था। आरटीओ में टेस्ट में फेल कर दिया। बाद में एक दलाल के माध्यम से बनवाया तो लर्निंग लाइसेंस बन गया। [1076, 277, 1241, 328]
person-schedule: 17 सितंबर को पन्ना और छतरपुर जिले में। [927, 1166, 1085, 1178]
bjp-col2b: एक महीने पहले ही 39 उम्मीदवारों की पहली सूची जारी कर इस मामले में भाजपा बढ़त ले चुकी है। अब अपने पक्ष में चुनावी माहौल बनाने की रणनीति पर काम चल रहा है। पार्टी को एक बड़ा लाभ यह भी है कि चुनाव आचार संहिता के पहले चल रहे इस तूफानी चुनाव प्रचार का खर्च भी उम्मीदवार के खाते में नहीं जुड़ पाएगा। [509, 1260, 674, 1359]
bullet-icon [17, 206, 23, 212]
person-info [927, 1145, 1134, 1214]
person-info [927, 1070, 1134, 1138]
photo-title-line2 [1143, 670, 1548, 701]
person-card [863, 994, 1134, 1063]
byline-text: पीपुल्स ब्यूरो ● भोपाल [220, 1978, 298, 1989]
person-photo [863, 843, 921, 907]
brief-body: भोपाल। प्रधानमंत्री नरेंद्र मोदी विश्वकर्मा जयंती 17 सितंबर को पीएम विश्वकर्मा योजना का शुभारंभ करेंगे। इस योजना का भाजपा पिछड़ा वर्ग मोर्चा भी जोर-शोर से प्रचार करेगा। यह जानकारी मोर्चा के प्रदेश अध्यक्ष नारायण सिंह कुशवाह ने दी। उल्लेखनीय है कि इस दिन प्रधानमंत्री मोदी का जन्मदिन भी है। उन्होंने बताया कि 17 सितंबर को पिछड़ा वर्ग मोर्चा के कार्यकर्ता प्रदेश के सभी जिला केन्द्रों पर एकत्रित होकर शुरू होने वाली इस योजना के कार्यक्रम में प्रधानमंत्री मोदी के उद्बोधन का लाइव सुनेंगे। [10, 433, 313, 531]
quote2-photo [1250, 395, 1308, 465]
person-photo [863, 1070, 921, 1134]
table-header: फेल [1020, 291, 1037, 303]
title-part: का आशीर्वाद [1283, 671, 1400, 699]
person-info [927, 919, 1134, 987]
table-cell: 30054 [963, 344, 999, 356]
rto-kicker: इंदौर आरटीओ रेवेन्यू में अव्वल, 5 करोड़ से ज्यादा आय हुई, 3.44 करोड़ के साथ भोपाल दूसरे नंबर पर [326, 195, 949, 214]
person-photo [863, 1145, 921, 1209]
table-cell: 20530732 [804, 361, 860, 374]
venu-col6 [1366, 1767, 1546, 1881]
venu-col3: प्रदेश के सभी 29 लोकसभा क्षेत्रों के लिए कांग्रेस ने ऑब्जर्वर नियुक्त किए हैं। पीसीसी चीफ के निवास पर आयोजित बैठक में वेणुगोपाल, कमलनाथ और सुरजेवाला ने फील्ड में काम करने का तरीका बताया। ये पार्टी में समन्वय का काम करेंगे। [1178, 1602, 1352, 1686]
tax-story [220, 1893, 592, 2370]
bullet-icon [17, 241, 23, 246]
venu-col4: सभी ऑब्जर्वर कांग्रेस प्रत्याशियों के टिकट घोषित होने के बाद फील्ड में सक्रिय होंगे। इन पर खास तौर से समन्वय की जिम्मेदारी होगी। ये संगठन के सहयोगी के रूप में समन्वय का काम देखने के साथ ही पार्टी के कार्यक्रम और कैंपेन पर भी नजर रखेंगे। [1360, 1584, 1546, 1653]
table-header: पास [963, 291, 981, 303]
masthead-paper: पीपुल्स समाचार [497, 135, 570, 149]
where-item [16, 165, 307, 183]
table-cell: 31462 [888, 344, 924, 356]
where-item-text: डॉ. नरोत्तम मिश्रा, मंत्री, गृह एवं जेल, दतिया में रहेंगे। [28, 167, 238, 180]
x-logo-icon: ✕ [1308, 30, 1323, 45]
tax-col2: सार्वजनिक स्थल, होटल, रेलवे स्टेशन, बस स्टैंड और हवाई अड्डे आदि पर भी विभागीय अफसरों की निगरानी बढ़ेगी। चुनाव में मतदाताओं को लुभाने के लिए खर्च होने वाली नकद रकम में काले धन की बड़ी भूमिका रहती है। सीमावर्ती राज्यों छत्तीसगढ़ और राजस्थान में भी इस साल चुनाव होना है। इसलिए, राज्यों के बीच सीमावर्ती जिलों पर विशेष ध्यान दिया जाएगा। कोई भी व्यक्ति 10 लाख रुपए से अधिक नकदी लेकर आते-जाते पाया जाता है तो संबंधित पुलिस यह प्रकरण आयकर विभाग के सुपुर्द करेगा। विभागीय सूत्रों का कहना है कि कालेधन की सूचना देने वाले की पहचान गोपनीय रखी जाती है। [409, 1978, 592, 2150]
bjp-sub3: यात्रा का समय घटाया [715, 1141, 814, 1155]
rto-story [326, 192, 1314, 517]
cartoon-label-2: स्टार [740, 996, 761, 1010]
table-cell: 1408 [1020, 344, 1049, 356]
congress-story [10, 1477, 598, 1884]
where-item [16, 235, 307, 252]
